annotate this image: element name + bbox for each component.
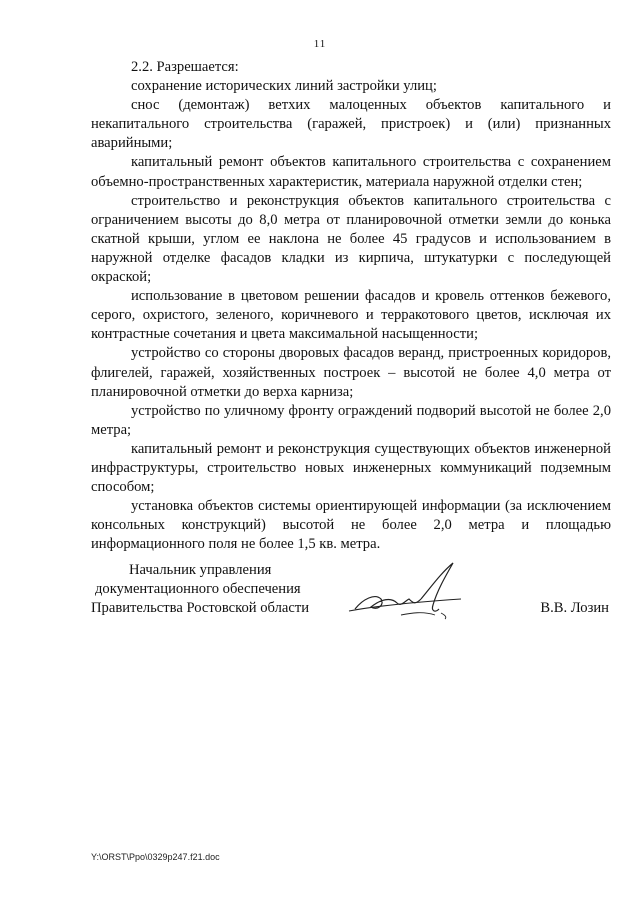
paragraph-color-scheme: использование в цветовом решении фасадов и кровель оттенков бежевого, серого, охристого, зеленого, коричневого и терракотового цветов, исключая их контрастные сочетания и цвета максимальной насыщенности; [91,288,611,343]
paragraph-demolition: снос (демонтаж) ветхих малоценных объектов капитального и некапитального строительства (гаражей, пристроек) и (или) признанных аварийными; [91,97,611,152]
file-path: Y:\ORST\Ppo\0329p247.f21.doc [91,852,220,862]
signature-block [91,561,611,621]
section-heading: 2.2. Разрешается: [131,59,239,75]
page-number: 11 [313,38,327,50]
paragraph-courtyard-structures: устройство со стороны дворовых фасадов веранд, пристроенных коридоров, флигелей, гаражей, хозяйственных построек – высотой не более 4,0 метра от планировочной отметки до верха карниза; [91,345,611,400]
paragraph-capital-repair: капитальный ремонт объектов капитального строительства с сохранением объемно-пространственных характеристик, материала наружной отделки стен; [91,154,611,190]
handwritten-signature [341,559,471,623]
paragraph-infrastructure: капитальный ремонт и реконструкция существующих объектов инженерной инфраструктуры, строительство новых инженерных коммуникаций подземным способом; [91,440,611,496]
paragraph-street-fences: устройство по уличному фронту ограждений подворий высотой не более 2,0 метра; [91,402,611,438]
paragraph-preserve-lines: сохранение исторических линий застройки улиц; [131,78,437,95]
paragraph-signage: установка объектов системы ориентирующей информации (за исключением консольных конструкций) высотой не более 2,0 метра и площадью информационного поля не более 1,5 кв. метра. [91,498,611,553]
signatory-title-line-2: документационного обеспечения [95,581,301,597]
signatory-name: В.В. Лозин [540,600,609,616]
paragraph-construction-height: строительство и реконструкция объектов капитального строительства с ограничением высоты до 8,0 метра от планировочной отметки земли до конька скатной крыши, углом ее наклона не более 45 градусов и использованием в наружной отделке фасадов кладки из кирпича, штукатурки с последующей окраской; [91,192,611,286]
signatory-title-line-3: Правительства Ростовской области [91,600,310,616]
document-body [91,58,611,554]
signatory-title-line-1: Начальник управления [129,562,272,578]
